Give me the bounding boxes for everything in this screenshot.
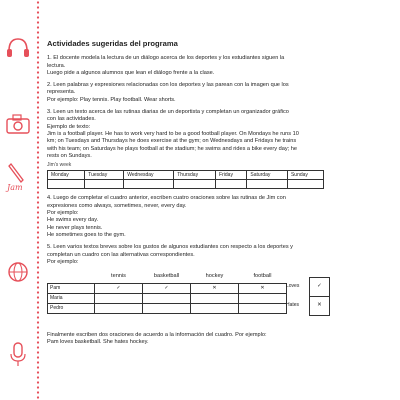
mark-cell: ✓ <box>143 284 191 294</box>
activity-3 <box>47 109 382 189</box>
schedule-table <box>47 170 324 189</box>
pen-writing-icon <box>4 160 32 192</box>
activity-5-line-3: Por ejemplo: <box>47 258 79 265</box>
final-line-2: Pam loves basketball. She hates hockey. <box>47 339 149 346</box>
activity-5-line-1: 5. Leen varios textos breves sobre los gustos de algunos estudiantes con respecto a los deportes y <box>47 244 293 251</box>
blank-cell <box>287 180 323 189</box>
activity-1 <box>47 55 382 77</box>
activity-4-line-6: He sometimes goes to the gym. <box>47 231 126 238</box>
student-name: Pedro <box>48 304 95 314</box>
sports-table <box>47 271 287 314</box>
day-cell: Saturday <box>247 171 288 180</box>
activity-4-line-3: Por ejemplo: <box>47 210 79 217</box>
sport-header: hockey <box>205 273 224 280</box>
table-row <box>48 304 287 314</box>
camera-icon <box>4 110 32 138</box>
activity-4-line-4: He swims every day. <box>47 217 99 224</box>
day-cell: Tuesday <box>85 171 124 180</box>
blank-cell <box>48 180 85 189</box>
legend-label: Hates <box>286 302 300 309</box>
sports-table-area <box>47 271 382 326</box>
activity-2 <box>47 82 382 104</box>
activity-3-line-4: Jim is a football player. He has to work very hard to be a good football player. On Mondays he runs 10 <box>47 130 299 137</box>
blank-cell <box>216 180 247 189</box>
day-cell: Sunday <box>287 171 323 180</box>
activity-4-line-5: He never plays tennis. <box>47 224 103 231</box>
microphone-icon <box>4 340 32 368</box>
document-page <box>47 40 382 352</box>
activity-3-line-2: con las actividades. <box>47 116 96 123</box>
day-cell: Thursday <box>174 171 216 180</box>
mark-cell <box>95 304 143 314</box>
sports-corner <box>48 271 95 284</box>
mark-cell <box>143 294 191 304</box>
day-cell: Friday <box>216 171 247 180</box>
legend-label: Loves <box>286 283 300 290</box>
activity-4 <box>47 195 382 239</box>
activity-3-line-3: Ejemplo de texto: <box>47 123 91 130</box>
final-instructions <box>47 332 382 347</box>
activity-3-line-6: with his team; on Saturdays he plays football at the stadium; he swims and rides a bike every day; he <box>47 145 297 152</box>
activity-1-line-1: 1. El docente modela la lectura de un diálogo acerca de los deportes y los estudiantes siguen la <box>47 55 285 62</box>
table-row <box>48 294 287 304</box>
mark-cell <box>143 304 191 314</box>
blank-cell <box>85 180 124 189</box>
legend-mark: ✓ <box>310 278 330 297</box>
activity-2-line-3: Por ejemplo: Play tennis. Play football. Wear shorts. <box>47 96 176 103</box>
day-cell: Monday <box>48 171 85 180</box>
sport-header: basketball <box>153 273 180 280</box>
mark-cell <box>191 294 239 304</box>
sport-header: football <box>253 273 272 280</box>
decorative-sidebar <box>0 0 36 400</box>
activity-1-line-3: Luego pide a algunos alumnos que lean el diálogo frente a la clase. <box>47 69 215 76</box>
activity-5 <box>47 244 382 266</box>
activity-1-line-2: lectura. <box>47 62 66 69</box>
mark-cell <box>191 304 239 314</box>
mark-cell <box>95 294 143 304</box>
schedule-table-title: Jim's week <box>47 162 72 169</box>
mark-cell <box>239 304 287 314</box>
legend-box <box>285 277 330 316</box>
activity-4-line-1: 4. Luego de completar el cuadro anterior, escriben cuatro oraciones sobre las rutinas de Jim con <box>47 195 286 202</box>
page-title: Actividades sugeridas del programa <box>47 39 178 48</box>
dotted-divider <box>36 0 40 400</box>
day-cell: Wednesday <box>124 171 174 180</box>
table-row <box>48 284 287 294</box>
activity-3-line-7: rests on Sundays. <box>47 152 92 159</box>
sport-header: tennis <box>111 273 126 280</box>
activity-5-line-2: completan un cuadro con las alternativas correspondientes. <box>47 251 195 258</box>
blank-cell <box>174 180 216 189</box>
student-name: Maria <box>48 294 95 304</box>
mark-cell <box>239 294 287 304</box>
mark-cell: ✕ <box>239 284 287 294</box>
blank-cell <box>124 180 174 189</box>
activity-2-line-2: representa. <box>47 89 76 96</box>
activity-3-line-1: 3. Leen un texto acerca de las rutinas diarias de un deportista y completan un organizador gráfico <box>47 109 289 116</box>
final-line-1: Finalmente escriben dos oraciones de acuerdo a la información del cuadro. Por ejemplo: <box>47 332 267 339</box>
mark-cell: ✕ <box>191 284 239 294</box>
blank-cell <box>247 180 288 189</box>
legend-mark: ✕ <box>310 297 330 316</box>
student-name: Pam <box>48 284 95 294</box>
activity-2-line-1: 2. Leen palabras y expresiones relacionadas con los deportes y las parean con la imagen que los <box>47 82 289 89</box>
mark-cell: ✓ <box>95 284 143 294</box>
globe-icon <box>4 258 32 286</box>
headphones-icon <box>4 34 32 62</box>
pen-word: Jam <box>7 183 23 192</box>
activity-3-line-5: km; on Tuesdays and Thursdays he does exercise at the gym; on Wednesdays and Fridays he trains <box>47 138 297 145</box>
activity-4-line-2: expresiones como always, sometimes, never, every day. <box>47 202 187 209</box>
